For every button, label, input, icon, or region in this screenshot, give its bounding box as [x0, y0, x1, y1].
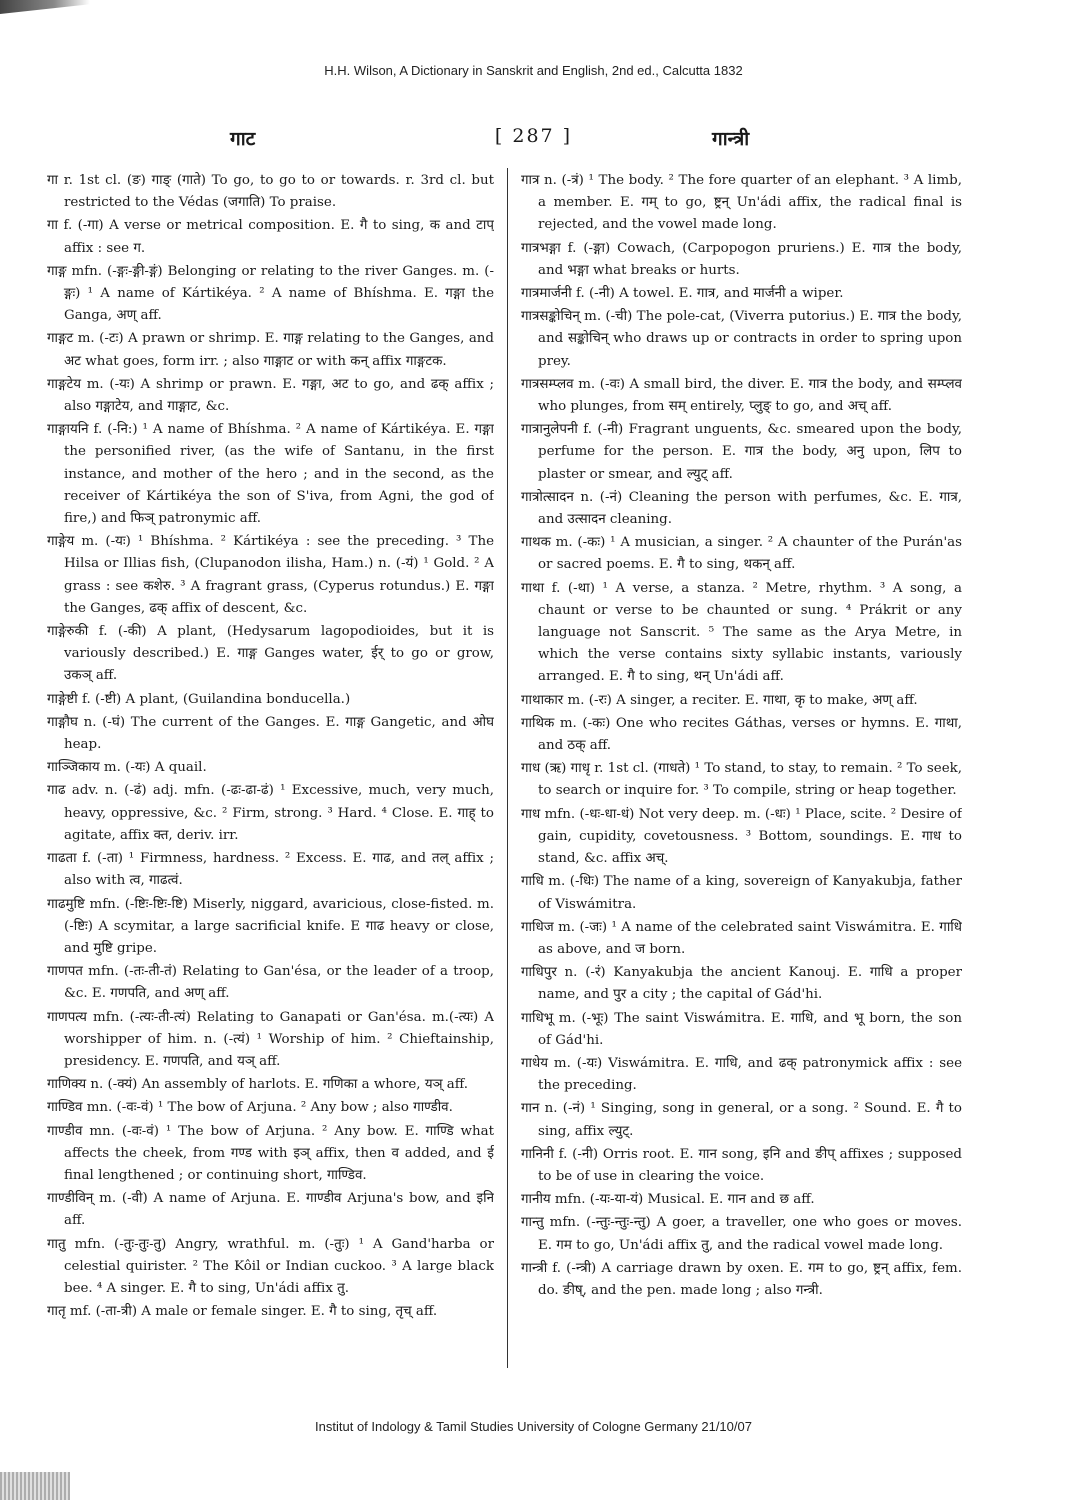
dictionary-entry: गान n. (-नं) ¹ Singing, song in general, or a song. ² Sound. E. गै to sing, affix ल्युट्. [521, 1101, 962, 1139]
dictionary-entry: गाध (ऋ) गाधृ r. 1st cl. (गाधते) ¹ To stand, to stay, to remain. ² To seek, to search or inquire for. ³ To compile, string or heap together. [521, 761, 962, 799]
dictionary-entry: गाण्डिव mn. (-वः-वं) ¹ The bow of Arjuna. ² Any bow ; also गाण्डीव. [47, 1100, 453, 1116]
running-head [0, 125, 1067, 155]
dictionary-entry: गाथिक m. (-कः) One who recites Gáthas, verses or hymns. E. गाथा, and ठक् aff. [521, 715, 962, 754]
dictionary-entry: गात्रोत्सादन n. (-नं) Cleaning the person with perfumes, &c. E. गात्र, and उत्सादन cleaning. [521, 489, 962, 528]
dictionary-entry: गाढ adv. n. (-ढं) adj. mfn. (-ढः-ढा-ढं) ¹ Excessive, much, very much, heavy, oppressive, &c. ² Firm, strong. ³ Hard. ⁴ Close. E. गाह् to agitate, affix क्त, deriv. irr. [47, 783, 494, 843]
dictionary-entry: गात्रसम्प्लव m. (-वः) A small bird, the diver. E. गात्र the body, and सम्प्लव who plunges, from सम् entirely, प्लुङ् to go, and अच् aff. [521, 376, 962, 415]
dictionary-entry: गाणिक्य n. (-क्यं) An assembly of harlots. E. गणिका a whore, यञ् aff. [47, 1077, 469, 1093]
headword-right: गान्त्री [712, 128, 750, 150]
dictionary-entry: गाण्डीविन् m. (-वी) A name of Arjuna. E. गाण्डीव Arjuna's bow, and इनि aff. [47, 1191, 494, 1229]
headword-left: गाट [230, 128, 256, 150]
dictionary-entry: गाथक m. (-कः) ¹ A musician, a singer. ² A chaunter of the Purán'as or sacred poems. E. गै to sing, थकन् aff. [521, 535, 962, 573]
dictionary-entry: गान्त्री f. (-न्त्री) A carriage drawn by oxen. E. गम to go, ष्ट्रन् affix, fem. do. ङीष्, and the pen. made long ; also गन्त्री. [521, 1260, 962, 1298]
dictionary-entry: गाङ्गेय m. (-यः) ¹ Bhíshma. ² Kártikéya : see the preceding. ³ The Hilsa or Illias fish, (Clupanodon ilisha, Ham.) n. (-यं) ¹ Gold. ² A grass : see कशेरु. ³ A fragrant grass, (Cyperus rotundus.) E. गङ्गा the Ganges, ढक् affix of descent, &c. [47, 534, 494, 616]
dictionary-entry: गाढता f. (-ता) ¹ Firmness, hardness. ² Excess. E. गाढ, and तल् affix ; also with त्व, गाढत्वं. [47, 851, 494, 889]
dictionary-entry: गाङ्गटेय m. (-यः) A shrimp or prawn. E. गङ्गा, अट to go, and ढक् affix ; also गङ्गाटेय, and गाङ्गाट, &c. [47, 376, 494, 415]
dictionary-entry: गाध mfn. (-धः-धा-धं) Not very deep. m. (-धः) ¹ Place, scite. ² Desire of gain, cupidity, covetousness. ³ Bottom, soundings. E. गाध to stand, &c. affix अच्. [521, 806, 962, 867]
dictionary-entry: गातृ mf. (-ता-त्री) A male or female singer. E. गै to sing, तृच् aff. [47, 1304, 438, 1320]
dictionary-entry: गाथा f. (-था) ¹ A verse, a stanza. ² Metre, rhythm. ³ A song, a chaunt or verse to be chaunted or sung. ⁴ Prákrit or any language not Sanscrit. ⁵ The same as the Arya Metre, in which the verse contains sixty syllabic instants, variously arranged. E. गै to sing, थन् Un'ádi aff. [521, 580, 962, 685]
dictionary-entry: गाधिज m. (-जः) ¹ A name of the celebrated saint Viswámitra. E. गाधि as above, and ज born. [521, 919, 962, 957]
dictionary-entry: गा r. 1st cl. (ङ) गाङ् (गाते) To go, to go to or towards. r. 3rd cl. but restricted to the Védas (जगाति) To praise. [47, 173, 494, 211]
scan-edge-mark [0, 1472, 70, 1500]
footer-credit: Institut of Indology & Tamil Studies University of Cologne Germany 21/10/07 [315, 1419, 752, 1434]
dictionary-entry: गाण्डीव mn. (-वः-वं) ¹ The bow of Arjuna. ² Any bow. E. गाण्डि what affects the cheek, from गण्ड with इञ् affix, then व added, and ई final lengthened ; or continuing short, गाण्डिव. [47, 1123, 494, 1183]
scan-edge-mark [0, 0, 90, 14]
dictionary-entry: गाधिपुर n. (-रं) Kanyakubja the ancient Kanouj. E. गाधि a proper name, and पुर a city ; the capital of Gád'hi. [521, 965, 962, 1003]
dictionary-entry: गानीय mfn. (-यः-या-यं) Musical. E. गान and छ aff. [521, 1192, 815, 1208]
dictionary-entry: गाधि m. (-धिः) The name of a king, sovereign of Kanyakubja, father of Viswámitra. [521, 874, 962, 912]
dictionary-entry: गाङ्गेष्टी f. (-ष्टी) A plant, (Guilandina bonducella.) [47, 691, 351, 707]
dictionary-entry: गाथाकार m. (-रः) A singer, a reciter. E. गाथा, कृ to make, अण् aff. [521, 692, 918, 708]
dictionary-entry: गात्रभङ्गा f. (-ङ्गा) Cowach, (Carpopogon pruriens.) E. गात्र the body, and भङ्गा what breaks or hurts. [521, 240, 962, 278]
dictionary-entry: गाधेय m. (-यः) Viswámitra. E. गाधि, and ढक् patronymick affix : see the preceding. [521, 1055, 962, 1094]
dictionary-entry: गाङ्गट m. (-टः) A prawn or shrimp. E. गाङ्ग relating to the Ganges, and अट what goes, form irr. ; also गाङ्गाट or with कन् affix गाङ्गटक. [47, 331, 494, 369]
dictionary-entry: गाङ्गौघ n. (-घं) The current of the Ganges. E. गाङ्ग Gangetic, and ओघ heap. [47, 714, 494, 753]
dictionary-entry: गात्रानुलेपनी f. (-नी) Fragrant unguents, &c. smeared upon the body, perfume for the person. E. गात्र the body, अनु upon, लिप to plaster or smear, and ल्युट् aff. [521, 422, 962, 482]
source-citation: H.H. Wilson, A Dictionary in Sanskrit and English, 2nd ed., Calcutta 1832 [324, 63, 743, 78]
dictionary-entry: गाधिभू m. (-भूः) The saint Viswámitra. E. गाधि, and भू born, the son of Gád'hi. [521, 1010, 962, 1048]
dictionary-entry: गातु mfn. (-तुः-तुः-तु) Angry, wrathful. m. (-तुः) ¹ A Gand'harba or celestial quirister. ² The Kôil or Indian cuckoo. ³ A large black bee. ⁴ A singer. E. गै to sing, Un'ádi affix तु. [47, 1236, 494, 1296]
left-column [47, 170, 494, 1375]
dictionary-entry: गात्रमार्जनी f. (-नी) A towel. E. गात्र, and मार्जनी a wiper. [521, 286, 844, 302]
right-column [521, 170, 962, 1375]
dictionary-entry: गानिनी f. (-नी) Orris root. E. गान song, इनि and ङीप् affixes ; supposed to be of use in clearing the voice. [521, 1146, 962, 1184]
dictionary-entry: गा f. (-गा) A verse or metrical composition. E. गै to sing, क and टाप् affix : see ग. [47, 218, 494, 256]
page-number: [ 287 ] [494, 125, 573, 147]
dictionary-entry: गाङ्ग mfn. (-ङ्गः-ङ्गी-ङ्गं) Belonging or relating to the river Ganges. m. (-ङ्गः) ¹ A name of Kártikéya. ² A name of Bhíshma. E. गङ्गा the Ganga, अण् aff. [47, 263, 494, 324]
dictionary-entry: गाङ्गेरुकी f. (-की) A plant, (Hedysarum lagopodioides, but it is variously described.) E. गाङ्ग Ganges water, ईर् to go or grow, उकञ् aff. [47, 624, 494, 684]
dictionary-entry: गान्तु mfn. (-न्तुः-न्तुः-न्तु) A goer, a traveller, one who goes or moves. E. गम to go, Un'ádi affix तु, and the radical vowel made long. [521, 1215, 962, 1253]
dictionary-entry: गाढमुष्टि mfn. (-ष्टिः-ष्टिः-ष्टि) Miserly, niggard, avaricious, close-fisted. m. (-ष्टिः) A scymitar, a large sacrificial knife. E गाढ heavy or close, and मुष्टि gripe. [47, 896, 494, 956]
dictionary-entry: गाङ्गायनि f. (-नि:) ¹ A name of Bhíshma. ² A name of Kártikéya. E. गङ्गा the personified river, (as the wife of Santanu, in the first instance, and mother of the hero ; and in the second, as the receiver of Kártikéya the son of S'iva, from Agni, the god of fire,) and फिञ् patronymic aff. [47, 422, 494, 527]
dictionary-entry: गात्रसङ्कोचिन् m. (-ची) The pole-cat, (Viverra putorius.) E. गात्र the body, and सङ्कोचिन् who draws up or contracts in order to spring upon prey. [521, 309, 962, 369]
dictionary-entry: गात्र n. (-त्रं) ¹ The body. ² The fore quarter of an elephant. ³ A limb, a member. E. गम् to go, ष्ट्रन् Un'ádi affix, the radical final is rejected, and the vowel made long. [521, 173, 962, 233]
dictionary-entry: गाञ्जिकाय m. (-यः) A quail. [47, 760, 207, 776]
dictionary-entry: गाणपत्य mfn. (-त्यः-ती-त्यं) Relating to Ganapati or Gan'ésa. m.(-त्यः) A worshipper of him. n. (-त्यं) ¹ Worship of him. ² Chieftainship, presidency. E. गणपति, and यञ् aff. [47, 1009, 494, 1069]
column-divider [507, 168, 508, 1368]
dictionary-entry: गाणपत mfn. (-तः-ती-तं) Relating to Gan'ésa, or the leader of a troop, &c. E. गणपति, and अण् aff. [47, 964, 494, 1002]
